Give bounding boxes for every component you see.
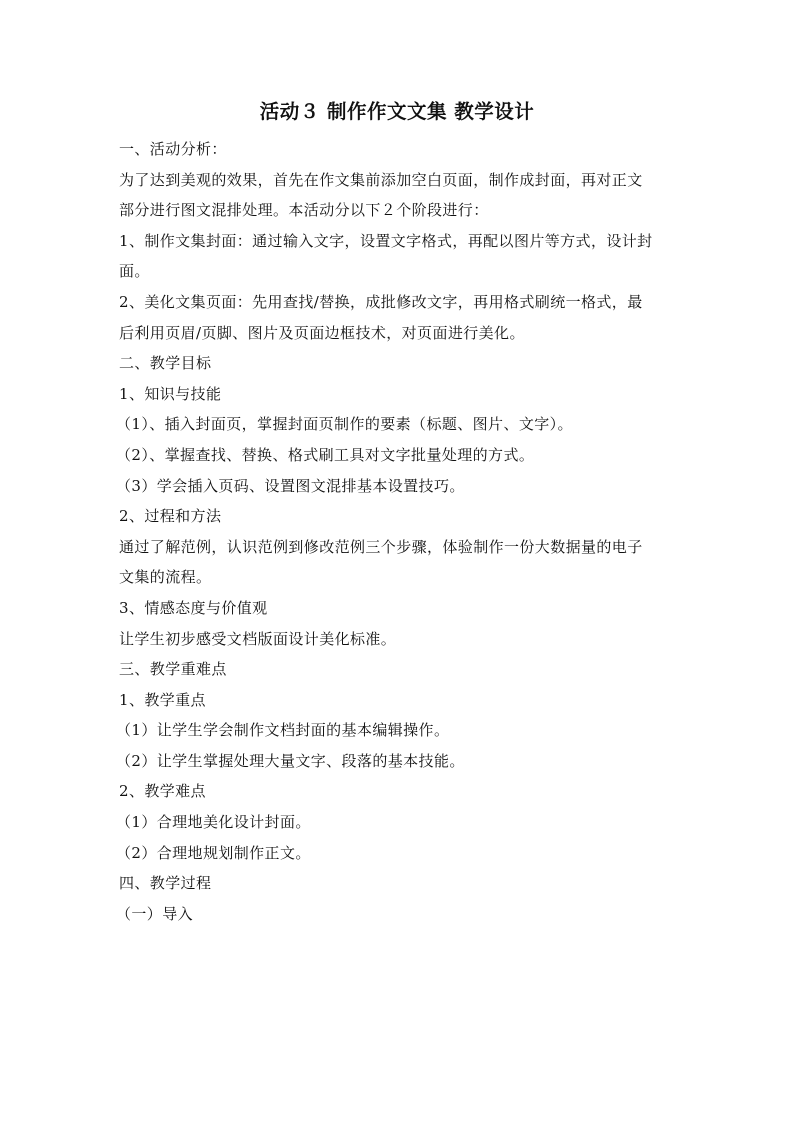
section-heading-activity-analysis: 一、活动分析： <box>119 140 227 158</box>
document-title: 活动３ 制作作文文集 教学设计 <box>259 100 535 123</box>
subheading-difficulties: 2、教学难点 <box>119 782 206 801</box>
list-item: （2）合理地规划制作正文。 <box>116 843 311 862</box>
subheading-introduction: （一）导入 <box>116 904 194 923</box>
paragraph-line: 后利用页眉/页脚、图片及页面边框技术，对页面进行美化。 <box>119 323 525 342</box>
document-body <box>116 134 679 929</box>
list-item: （1）合理地美化设计封面。 <box>116 813 311 832</box>
section-heading-teaching-goals: 二、教学目标 <box>119 354 212 373</box>
list-item: （2）、掌握查找、替换、格式刷工具对文字批量处理的方式。 <box>116 445 535 464</box>
paragraph-line: 面。 <box>119 262 150 281</box>
subheading-key-points: 1、教学重点 <box>119 690 206 709</box>
paragraph-line: 通过了解范例，认识范例到修改范例三个步骤，体验制作一份大数据量的电子 <box>119 537 643 556</box>
section-heading-teaching-process: 四、教学过程 <box>119 874 212 893</box>
list-item: （1）、插入封面页，掌握封面页制作的要素（标题、图片、文字）。 <box>116 415 573 434</box>
paragraph-line: 让学生初步感受文档版面设计美化标准。 <box>119 629 397 648</box>
paragraph-line: 文集的流程。 <box>119 568 212 587</box>
paragraph-line: 1、制作文集封面：通过输入文字，设置文字格式，再配以图片等方式，设计封 <box>119 231 653 250</box>
section-heading-key-difficulties: 三、教学重难点 <box>119 660 227 679</box>
list-item: （2）让学生掌握处理大量文字、段落的基本技能。 <box>116 751 465 770</box>
paragraph-line: 部分进行图文混排处理。本活动分以下２个阶段进行： <box>119 201 489 220</box>
paragraph-line: 2、美化文集页面：先用查找/替换，成批修改文字，再用格式刷统一格式，最 <box>119 292 643 311</box>
subheading-attitude-values: 3、情感态度与价值观 <box>119 598 268 617</box>
subheading-process-methods: 2、过程和方法 <box>119 507 222 526</box>
list-item: （1）让学生学会制作文档封面的基本编辑操作。 <box>116 721 450 740</box>
subheading-knowledge-skills: 1、知识与技能 <box>119 384 222 403</box>
paragraph-line: 为了达到美观的效果，首先在作文集前添加空白页面，制作成封面，再对正文 <box>119 170 643 189</box>
list-item: （3）学会插入页码、设置图文混排基本设置技巧。 <box>116 476 465 495</box>
